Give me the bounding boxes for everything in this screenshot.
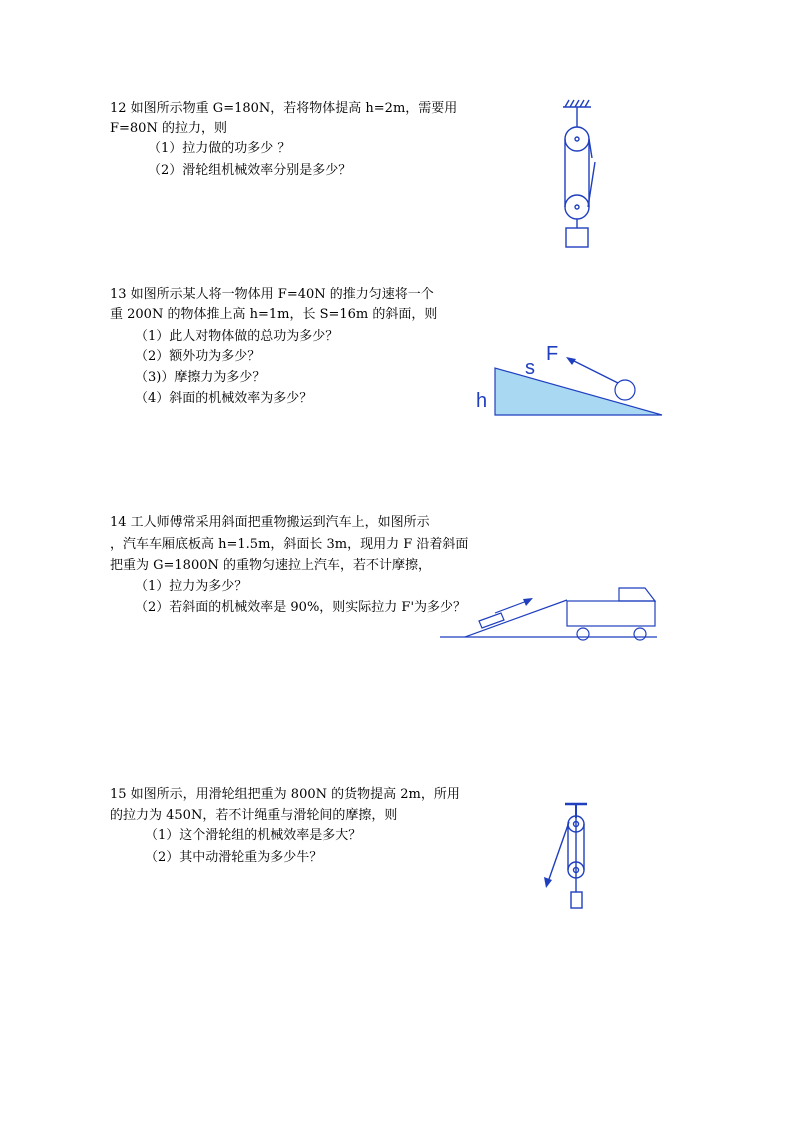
problem-15-question-2: （2）其中动滑轮重为多少牛？ [145,850,323,865]
problem-15-line-1: 15 如图所示，用滑轮组把重为 800N 的货物提高 2m，所用 [110,787,460,802]
slope-label: s [525,357,535,379]
problem-14-line-1: 14 工人师傅常采用斜面把重物搬运到汽车上，如图所示 [110,515,430,530]
force-label: F [546,343,559,365]
problem-13-question-3: （3)）摩擦力为多少？ [135,370,266,385]
problem-13-line-2: 重 200N 的物体推上高 h=1m，长 S=16m 的斜面，则 [110,307,438,322]
problem-13-question-4: （4）斜面的机械效率为多少？ [135,391,313,406]
problem-14-question-2: （2）若斜面的机械效率是 90%，则实际拉力 F'为多少？ [135,600,467,615]
problem-13-question-1: （1）此人对物体做的总功为多少？ [135,329,339,344]
problem-15-line-2: 的拉力为 450N，若不计绳重与滑轮间的摩擦，则 [110,808,398,823]
problem-15-question-1: （1）这个滑轮组的机械效率是多大？ [145,828,362,843]
problem-13-line-1: 13 如图所示某人将一物体用 F=40N 的推力匀速将一个 [110,287,434,302]
problem-14-line-2: ，汽车车厢底板高 h=1.5m，斜面长 3m，现用力 F 沿着斜面 [110,537,469,552]
pulley-diagram-15 [535,798,605,913]
problem-14-line-3: 把重为 G=1800N 的重物匀速拉上汽车，若不计摩擦， [110,558,432,573]
problem-12-line-1: 12 如图所示物重 G=180N，若将物体提高 h=2m，需要用 [110,101,458,116]
problem-14-question-1: （1）拉力为多少？ [135,579,248,594]
height-label: h [476,390,488,412]
problem-12-question-1: （1）拉力做的功多少 ？ [148,141,291,156]
problem-12-question-2: （2）滑轮组机械效率分别是多少？ [148,163,352,178]
truck-ramp-diagram-14 [435,580,665,645]
problem-13-question-2: （2）额外功为多少？ [135,349,261,364]
problem-12-line-2: F=80N 的拉力，则 [110,121,227,136]
incline-diagram-13 [470,340,670,420]
pulley-diagram-12 [550,100,620,255]
